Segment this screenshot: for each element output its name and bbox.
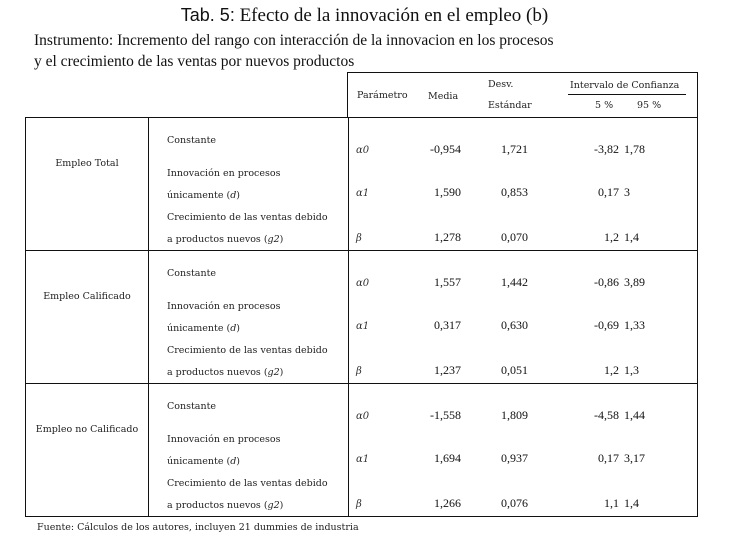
table-group	[26, 384, 696, 517]
table-title	[0, 5, 729, 27]
variable-d: d	[230, 190, 237, 201]
group-name: Empleo no Calificado	[35, 424, 139, 435]
variable-g2: g2	[267, 500, 280, 511]
cell-ci-5: 0,17	[598, 451, 619, 465]
row-label-crecimiento: Crecimiento de las ventas debido	[167, 478, 328, 489]
cell-desv-estandar: 1,809	[501, 408, 528, 422]
parameter-symbol: β	[356, 499, 362, 510]
parameter-symbol: α0	[356, 278, 370, 289]
parameter-symbol: α0	[356, 411, 370, 422]
cell-desv-estandar: 0,853	[501, 185, 528, 199]
header-desv-line1: Desv.	[488, 79, 514, 90]
parameter-symbol: α1	[356, 188, 370, 199]
cell-ci-95: 3,89	[624, 275, 645, 289]
table-source-note: Fuente: Cálculos de los autores, incluyen 21 dummies de industria	[37, 522, 359, 533]
row-label-innovacion: Innovación en procesos	[167, 168, 281, 179]
row-label-constante: Constante	[167, 401, 217, 412]
subtitle-line-2: y el crecimiento de las ventas por nuevos productos	[34, 53, 355, 70]
table-number: Tab. 5:	[180, 5, 235, 25]
row-label-crecimiento-line2	[167, 495, 283, 517]
cell-desv-estandar: 0,051	[501, 363, 528, 377]
cell-ci-5: 1,2	[604, 230, 619, 244]
row-label-crecimiento: Crecimiento de las ventas debido	[167, 212, 328, 223]
label-text: únicamente (	[167, 190, 231, 201]
cell-ci-95: 1,4	[624, 230, 639, 244]
variable-d: d	[230, 323, 237, 334]
cell-media: 1,278	[434, 230, 461, 244]
label-text: únicamente (	[167, 323, 231, 334]
cell-media: 0,317	[434, 318, 461, 332]
cell-desv-estandar: 0,070	[501, 230, 528, 244]
label-text: a productos nuevos (	[167, 234, 268, 245]
variable-g2: g2	[267, 234, 280, 245]
subtitle-line-1: Instrumento: Incremento del rango con interacción de la innovacion en los procesos	[34, 32, 554, 49]
cell-ci-5: 1,1	[604, 496, 619, 510]
row-label-innovacion-line2	[167, 451, 240, 473]
cell-ci-95: 1,3	[624, 363, 639, 377]
label-text: )	[279, 367, 284, 378]
header-parametro: Parámetro	[357, 90, 408, 101]
label-text: a productos nuevos (	[167, 500, 268, 511]
row-label-innovacion: Innovación en procesos	[167, 301, 281, 312]
cell-desv-estandar: 0,937	[501, 451, 528, 465]
label-text: )	[236, 456, 240, 467]
row-label-constante: Constante	[167, 268, 217, 279]
cell-media: 1,266	[434, 496, 461, 510]
label-text: únicamente (	[167, 456, 231, 467]
parameter-symbol: β	[356, 366, 362, 377]
cell-media: -0,954	[430, 142, 461, 156]
cell-desv-estandar: 0,076	[501, 496, 528, 510]
cell-desv-estandar: 1,442	[501, 275, 528, 289]
group-name: Empleo Calificado	[43, 291, 131, 302]
row-label-innovacion-line2	[167, 318, 240, 340]
label-text: )	[236, 323, 240, 334]
cell-ci-95: 1,33	[624, 318, 645, 332]
variable-g2: g2	[267, 367, 280, 378]
header-ci-low: 5 %	[595, 100, 614, 111]
parameter-symbol: α1	[356, 321, 370, 332]
row-label-crecimiento-line2	[167, 229, 283, 251]
cell-desv-estandar: 0,630	[501, 318, 528, 332]
cell-media: 1,557	[434, 275, 461, 289]
header-media: Media	[428, 91, 459, 102]
cell-ci-5: -0,86	[594, 275, 619, 289]
row-label-innovacion-line2	[167, 185, 240, 207]
parameter-symbol: β	[356, 233, 362, 244]
results-table	[25, 117, 698, 517]
variable-d: d	[230, 456, 237, 467]
table-title-text: Efecto de la innovación en el empleo (b)	[239, 5, 549, 26]
cell-ci-5: 1,2	[604, 363, 619, 377]
row-label-constante: Constante	[167, 135, 217, 146]
label-text: )	[279, 234, 284, 245]
group-name: Empleo Total	[55, 158, 119, 169]
header-confidence-interval: Intervalo de Confianza	[570, 80, 680, 91]
row-label-innovacion: Innovación en procesos	[167, 434, 281, 445]
cell-ci-95: 1,4	[624, 496, 639, 510]
cell-desv-estandar: 1,721	[501, 142, 528, 156]
row-label-crecimiento-line2	[167, 362, 283, 384]
cell-ci-95: 1,44	[624, 408, 645, 422]
parameter-symbol: α0	[356, 145, 370, 156]
header-ci-high: 95 %	[637, 100, 662, 111]
header-desv-line2: Estándar	[488, 100, 532, 111]
parameter-symbol: α1	[356, 454, 370, 465]
cell-ci-5: -4,58	[594, 408, 619, 422]
label-text: )	[236, 190, 240, 201]
label-text: )	[279, 500, 284, 511]
cell-media: 1,694	[434, 451, 461, 465]
cell-ci-95: 1,78	[624, 142, 645, 156]
cell-media: 1,237	[434, 363, 461, 377]
row-label-crecimiento: Crecimiento de las ventas debido	[167, 345, 328, 356]
cell-media: 1,590	[434, 185, 461, 199]
cell-media: -1,558	[430, 408, 461, 422]
table-group	[26, 118, 696, 251]
cell-ci-5: -3,82	[594, 142, 619, 156]
table-group	[26, 251, 696, 384]
header-ci-rule	[568, 94, 686, 95]
cell-ci-5: -0,69	[594, 318, 619, 332]
cell-ci-5: 0,17	[598, 185, 619, 199]
table-header	[347, 72, 698, 118]
cell-ci-95: 3,17	[624, 451, 645, 465]
label-text: a productos nuevos (	[167, 367, 268, 378]
cell-ci-95: 3	[624, 185, 630, 199]
